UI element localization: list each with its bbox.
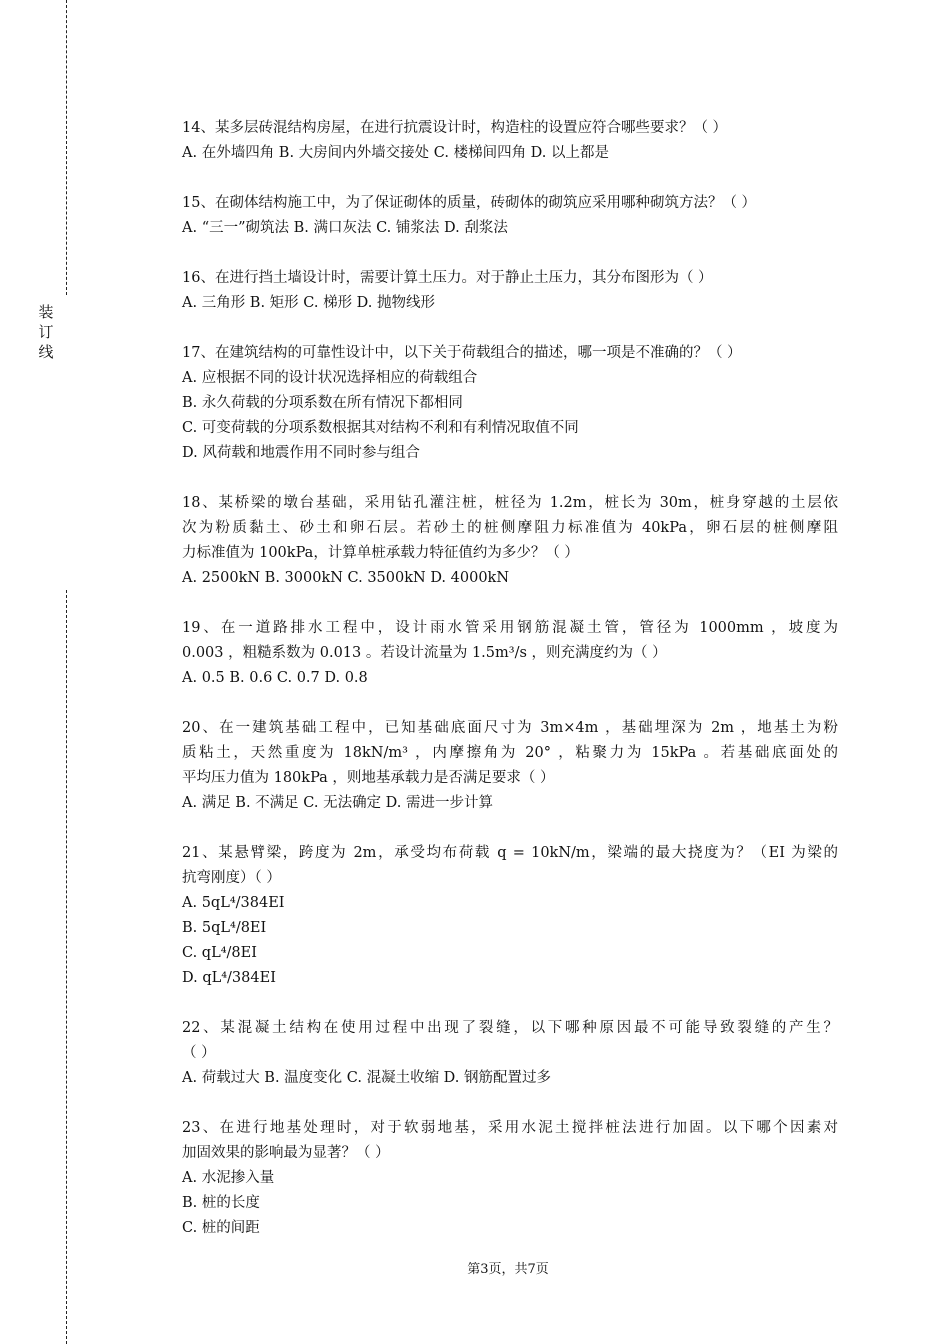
- question-item: [182, 491, 838, 591]
- question-options: A. 水泥掺入量: [182, 1170, 275, 1186]
- question-stem-line: 18、某桥梁的墩台基础，采用钻孔灌注桩，桩径为 1.2m，桩长为 30m，桩身穿越的土层依: [182, 495, 838, 511]
- question-item: [182, 841, 838, 991]
- question-stem-line: （ ）: [182, 1045, 216, 1061]
- question-options: B. 桩的长度: [182, 1195, 260, 1211]
- question-options: A. 荷载过大 B. 温度变化 C. 混凝土收缩 D. 钢筋配置过多: [182, 1070, 552, 1086]
- question-item: [182, 616, 838, 691]
- question-stem-line: 21、某悬臂梁，跨度为 2m，承受均布荷载 q = 10kN/m，梁端的最大挠度为？（EI 为梁的: [182, 845, 838, 861]
- question-options: A. 满足 B. 不满足 C. 无法确定 D. 需进一步计算: [182, 795, 494, 811]
- question-item: [182, 341, 838, 466]
- binding-line-bottom: [66, 590, 67, 1344]
- question-stem-line: 17、在建筑结构的可靠性设计中，以下关于荷载组合的描述，哪一项是不准确的？（ ）: [182, 345, 742, 361]
- question-item: [182, 266, 838, 316]
- question-options: D. 风荷载和地震作用不同时参与组合: [182, 445, 420, 461]
- question-stem-line: 16、在进行挡土墙设计时，需要计算土压力。对于静止土压力，其分布图形为（ ）: [182, 270, 713, 286]
- question-options: A. “三一”砌筑法 B. 满口灰法 C. 铺浆法 D. 刮浆法: [182, 220, 508, 236]
- question-options: C. 桩的间距: [182, 1220, 260, 1236]
- question-stem-line: 次为粉质黏土、砂土和卵石层。若砂土的桩侧摩阻力标准值为 40kPa，卵石层的桩侧摩阻: [182, 520, 838, 536]
- question-options: D. qL⁴/384EI: [182, 970, 276, 986]
- question-stem-line: 14、某多层砖混结构房屋，在进行抗震设计时，构造柱的设置应符合哪些要求？（ ）: [182, 120, 728, 136]
- question-stem-line: 0.003 ，粗糙系数为 0.013 。若设计流量为 1.5m³/s ，则充满度约为（ ）: [182, 645, 667, 661]
- question-options: B. 5qL⁴/8EI: [182, 920, 267, 936]
- question-item: [182, 1016, 838, 1091]
- question-stem-line: 23、在进行地基处理时，对于软弱地基，采用水泥土搅拌桩法进行加固。以下哪个因素对: [182, 1120, 838, 1136]
- question-options: C. qL⁴/8EI: [182, 945, 257, 961]
- question-stem-line: 质粘土，天然重度为 18kN/m³ ，内摩擦角为 20° ，粘聚力为 15kPa 。若基础底面处的: [182, 745, 838, 761]
- binding-label: 装订线: [38, 303, 54, 361]
- page-footer: 第3页，共7页: [467, 1262, 549, 1277]
- question-stem-line: 15、在砌体结构施工中，为了保证砌体的质量，砖砌体的砌筑应采用哪种砌筑方法？（ ）: [182, 195, 757, 211]
- question-stem-line: 19、在一道路排水工程中，设计雨水管采用钢筋混凝土管，管径为 1000mm ，坡度为: [182, 620, 838, 636]
- question-options: A. 0.5 B. 0.6 C. 0.7 D. 0.8: [182, 670, 368, 686]
- question-stem-line: 平均压力值为 180kPa ，则地基承载力是否满足要求（ ）: [182, 770, 555, 786]
- question-options: A. 2500kN B. 3000kN C. 3500kN D. 4000kN: [182, 570, 510, 586]
- question-stem-line: 20、在一建筑基础工程中，已知基础底面尺寸为 3m×4m ，基础埋深为 2m ，地基土为粉: [182, 720, 838, 736]
- binding-line-top: [66, 0, 67, 295]
- question-stem-line: 加固效果的影响最为显著？（ ）: [182, 1145, 390, 1161]
- question-item: [182, 116, 838, 166]
- question-stem-line: 22、某混凝土结构在使用过程中出现了裂缝，以下哪种原因最不可能导致裂缝的产生？: [182, 1020, 838, 1036]
- question-options: C. 可变荷载的分项系数根据其对结构不利和有利情况取值不同: [182, 420, 579, 436]
- question-item: [182, 716, 838, 816]
- question-stem-line: 抗弯刚度）（ ）: [182, 870, 281, 886]
- question-options: B. 永久荷载的分项系数在所有情况下都相同: [182, 395, 463, 411]
- question-list: [182, 116, 838, 1266]
- question-stem-line: 力标准值为 100kPa，计算单桩承载力特征值约为多少？（ ）: [182, 545, 579, 561]
- question-options: A. 应根据不同的设计状况选择相应的荷载组合: [182, 370, 478, 386]
- question-item: [182, 191, 838, 241]
- question-options: A. 三角形 B. 矩形 C. 梯形 D. 抛物线形: [182, 295, 436, 311]
- question-item: [182, 1116, 838, 1241]
- question-options: A. 5qL⁴/384EI: [182, 895, 285, 911]
- question-options: A. 在外墙四角 B. 大房间内外墙交接处 C. 楼梯间四角 D. 以上都是: [182, 145, 610, 161]
